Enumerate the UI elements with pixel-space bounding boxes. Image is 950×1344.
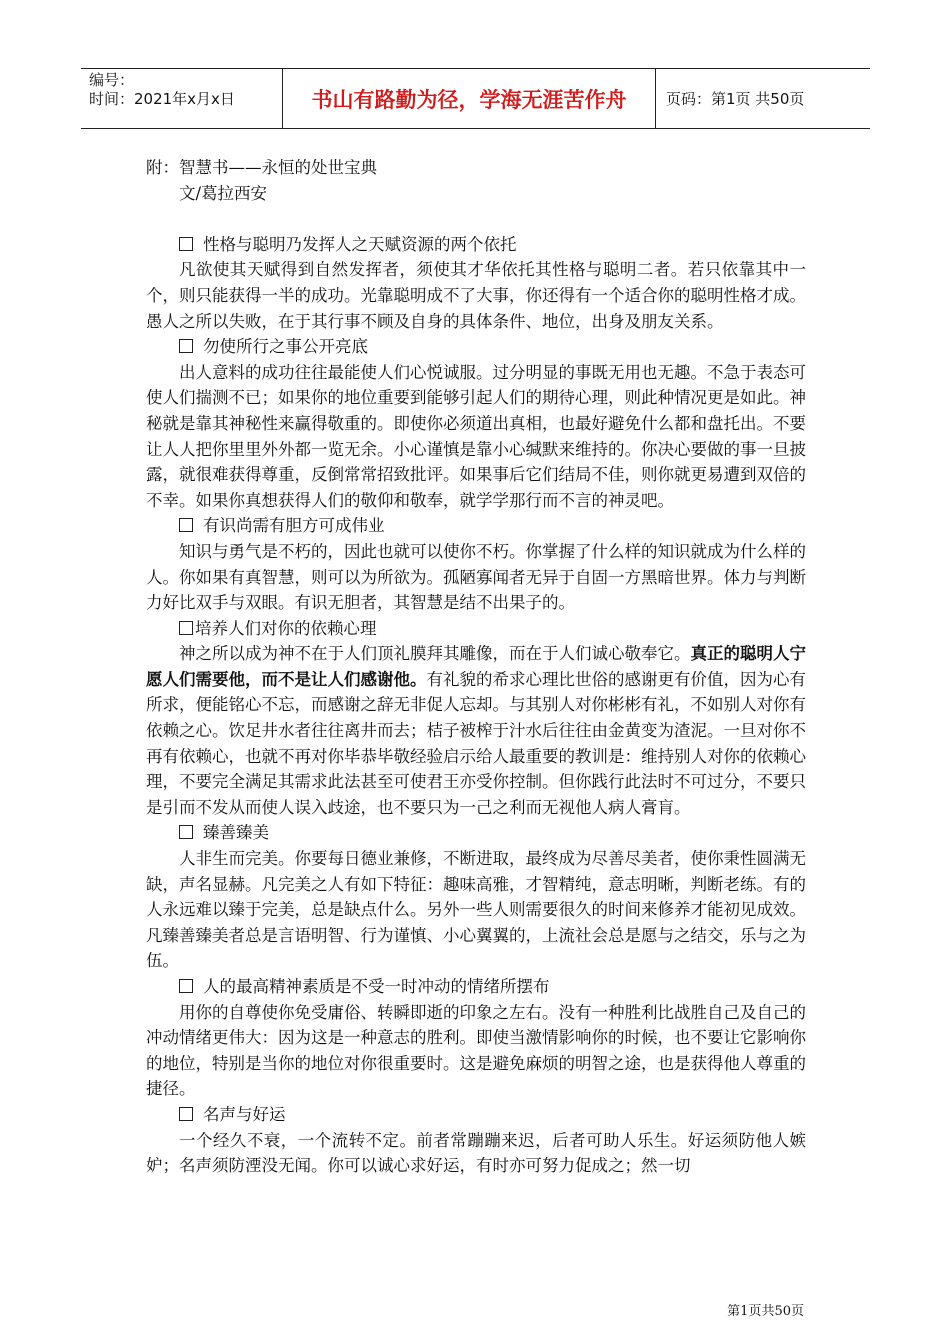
page-footer: 第1页共50页: [727, 1304, 804, 1319]
checkbox-square-icon: [179, 621, 193, 635]
body-text: 有礼貌的希求心理比世俗的感谢更有价值，因为心有所求，便能铭心不忘，而感谢之辞无非促人忘却。与其别人对你彬彬有礼，不如别人对你有依赖之心。饮足井水者往往离井而去；桔子被榨于汁水后往往由金黄变为渣泥。一旦对你不再有依赖心，也就不再对你毕恭毕敬经验启示给人最重要的教训是：维持别人对你的依赖心理，不要完全满足其需求此法甚至可使君王亦受你控制。但你践行此法时不可过分，不要只是引而不发从而使人误入歧途，也不要只为一己之利而无视他人病人膏肓。: [146, 669, 806, 817]
section-heading-text: 人的最高精神素质是不受一时冲动的情绪所摆布: [203, 977, 550, 996]
section-body: 知识与勇气是不朽的，因此也就可以使你不朽。你掌握了什么样的知识就成为什么样的人。你如果有真智慧，则可以为所欲为。孤陋寡闻者无异于自固一方黑暗世界。体力与判断力好比双手与双眼。有识无胆者，其智慧是结不出果子的。: [146, 541, 806, 613]
section-body: 凡欲使其天赋得到自然发挥者，须使其才华依托其性格与聪明二者。若只依靠其中一个，则只能获得一半的成功。光靠聪明成不了大事，你还得有一个适合你的聪明性格才成。愚人之所以失败，在于其行事不顾及自身的具体条件、地位，出身及朋友关系。: [146, 260, 806, 331]
checkbox-square-icon: [179, 825, 193, 839]
section-heading: [146, 616, 806, 642]
section-heading-text: 有识尚需有胆方可成伟业: [203, 516, 385, 536]
section-heading: [146, 232, 806, 258]
section-heading-text: 名声与好运: [203, 1104, 286, 1124]
checkbox-square-icon: [179, 518, 193, 532]
section-body: 人非生而完美。你要每日德业兼修，不断进取，最终成为尽善尽美者，使你秉性圆满无缺，声名显赫。凡完美之人有如下特征：趣味高雅，才智精纯，意志明晰，判断老练。有的人永远难以臻于完美，总是缺点什么。另外一些人则需要很久的时间来修养才能初见成效。凡臻善臻美者总是言语明智、行为谨慎、小心翼翼的，上流社会总是愿与之结交，乐与之为伍。: [146, 849, 806, 971]
checkbox-square-icon: [179, 979, 193, 993]
section-heading: [146, 820, 806, 846]
checkbox-square-icon: [179, 339, 193, 353]
body-text: 神之所以成为神不在于人们顶礼膜拜其雕像，而在于人们诚心敬奉它。: [179, 644, 691, 664]
section-heading: [146, 513, 806, 539]
checkbox-square-icon: [179, 237, 193, 251]
header-motto: 书山有路勤为径，学海无涯苦作舟: [283, 69, 656, 128]
header-page-label: 页码：第1页 共50页: [666, 90, 805, 108]
body-bold-text: 真正的聪明人宁愿人们需要他，而不是让人们感谢他。: [146, 644, 806, 689]
blank-line: [146, 206, 806, 232]
doc-title: 附：智慧书——永恒的处世宝典: [146, 158, 377, 177]
date-label: 时间：2021年x月x日: [89, 90, 235, 108]
section-heading: [146, 974, 806, 1000]
section-body: 一个经久不衰，一个流转不定。前者常蹦蹦来迟，后者可助人乐生。好运须防他人嫉妒；名声须防湮没无闻。你可以诚心求好运，有时亦可努力促成之；然一切: [146, 1130, 806, 1176]
section-heading-text: 勿使所行之事公开亮底: [203, 337, 368, 357]
section-body: 出人意料的成功往往最能使人们心悦诚服。过分明显的事既无用也无趣。不急于表态可使人们揣测不已；如果你的地位重要到能够引起人们的期待心理，则此种情况更是如此。神秘就是靠其神秘性来赢得敬重的。即使你必须道出真相，也最好避免什么都和盘托出。不要让人人把你里里外外都一览无余。小心谨慎是靠小心缄默来维持的。你决心要做的事一旦披露，就很难获得尊重，反倒常常招致批评。如果事后它们结局不佳，则你就更易遭到双倍的不幸。如果你真想获得人们的敬仰和敬奉，就学学那行而不言的神灵吧。: [146, 362, 806, 510]
section-heading: [146, 334, 806, 360]
checkbox-square-icon: [179, 1107, 193, 1121]
section-body: 用你的自尊使你免受庸俗、转瞬即逝的印象之左右。没有一种胜利比战胜自己及自己的冲动情绪更伟大：因为这是一种意志的胜利。即使当激情影响你的时候，也不要让它影响你的地位，特别是当你的地位对你很重要时。这是避免麻烦的明智之途，也是获得他人尊重的捷径。: [146, 1002, 806, 1099]
section-heading-text: 臻善臻美: [203, 823, 269, 843]
document-body: [146, 155, 806, 1179]
section-heading: [146, 1102, 806, 1128]
section-heading-text: 性格与聪明乃发挥人之天赋资源的两个依托: [203, 234, 517, 254]
section-body: [146, 641, 806, 820]
page-header: [81, 68, 870, 129]
header-meta: [81, 69, 283, 128]
section-heading-text: 培养人们对你的依赖心理: [195, 618, 377, 638]
number-label: 编号：: [89, 71, 135, 89]
doc-author: 文/葛拉西安: [179, 183, 268, 203]
